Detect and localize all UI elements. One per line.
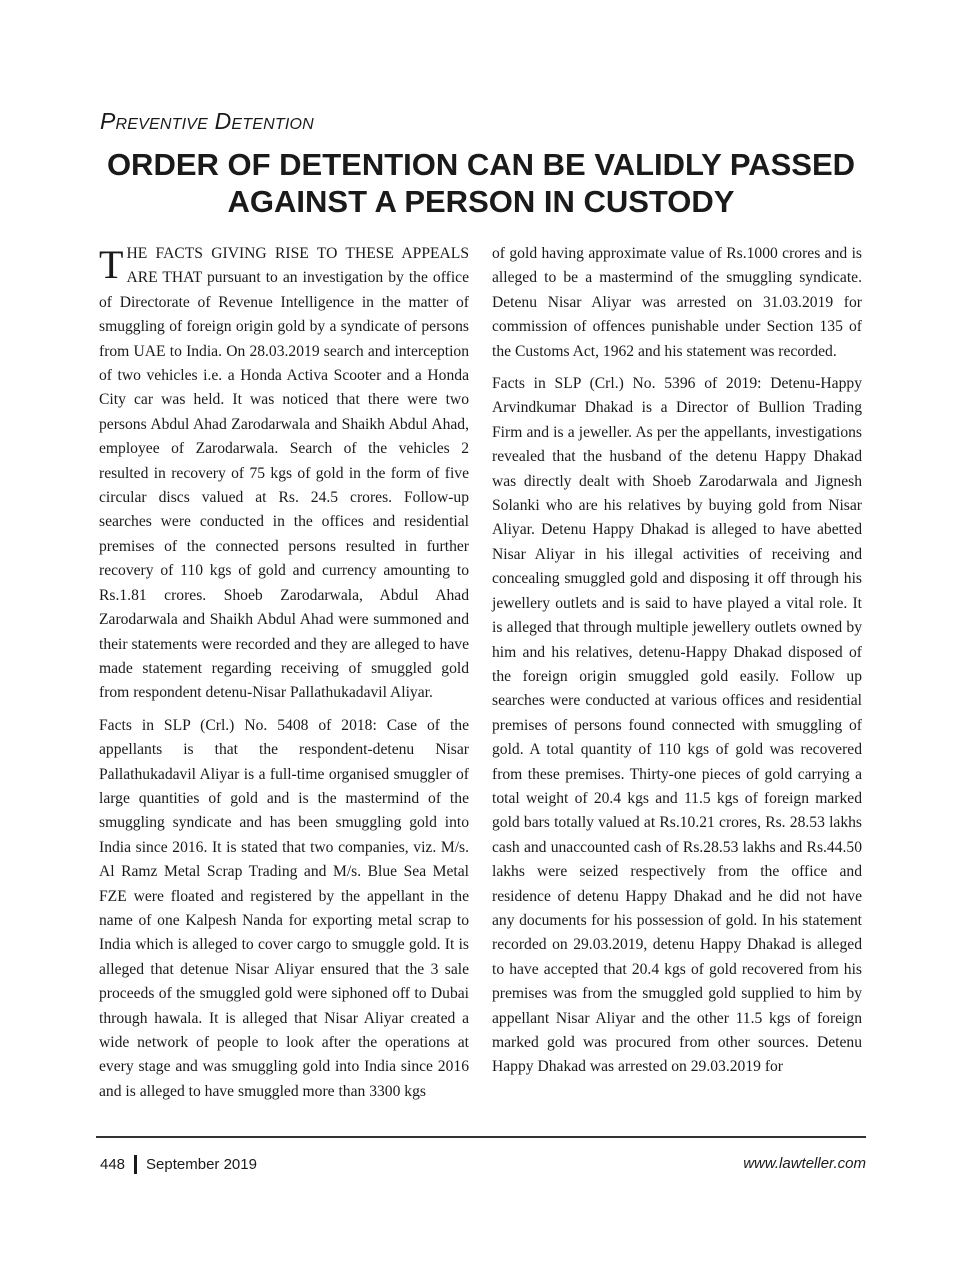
section-label: Preventive Detention	[100, 108, 314, 134]
paragraph-facts-5408: Facts in SLP (Crl.) No. 5408 of 2018: Case of the appellants is that the respondent-detenu Nisar Pallathukadavil Aliyar is a full-time organised smuggler of large quantities of gold and is the mastermind of the smuggling syndicate and has been smuggling gold into India since 2016. It is stated that two companies, viz. M/s. Al Ramz Metal Scrap Trading and M/s. Blue Sea Metal FZE were floated and registered by the appellant in the name of one Kalpesh Nanda for exporting metal scrap to India which is alleged to cover cargo to smuggle gold. It is alleged that detenue Nisar Aliyar ensured that the 3 sale proceeds of the smuggled gold were siphoned off to Dubai through hawala. It is alleged that Nisar Aliyar created a wide network of people to look after the operations at every stage and was smuggling gold into India since 2016 and is alleged to have smuggled more than 3300 kgs	[99, 716, 469, 1100]
footer-separator	[134, 1155, 137, 1174]
footer-rule	[96, 1136, 866, 1138]
website-link[interactable]: www.lawteller.com	[743, 1155, 866, 1172]
body-column-left	[99, 242, 469, 1112]
issue-date: September 2019	[146, 1156, 257, 1173]
paragraph-intro	[99, 242, 469, 706]
paragraph-intro-text: HE FACTS GIVING RISE TO THESE APPEALS ARE THAT pursuant to an investigation by the office of Directorate of Revenue Intelligence in the matter of smuggling of foreign origin gold by a syndicate of persons from UAE to India. On 28.03.2019 search and interception of two vehicles i.e. a Honda Activa Scooter and a Honda City car was held. It was noticed that there were two persons Abdul Ahad Zarodarwala and Shaikh Abdul Ahad, employee of Zarodarwala. Search of the vehicles 2 resulted in recovery of 75 kgs of gold in the form of five circular discs valued at Rs. 24.5 crores. Follow-up searches were conducted in the offices and residential premises of the connected persons resulted in further recovery of 110 kgs of gold and currency amounting to Rs.1.81 crores. Shoeb Zarodarwala, Abdul Ahad Zarodarwala and Shaikh Abdul Ahad were summoned and their statements were recorded and they are alleged to have made statement regarding receiving of smuggled gold from respondent detenu-Nisar Pallathukadavil Aliyar.	[99, 245, 469, 702]
page-number: 448	[100, 1156, 126, 1173]
page-footer	[100, 1155, 866, 1174]
paragraph-continued: of gold having approximate value of Rs.1000 crores and is alleged to be a mastermind of the smuggling syndicate. Detenu Nisar Aliyar was arrested on 31.03.2019 for commission of offences punishable under Section 135 of the Customs Act, 1962 and his statement was recorded.	[492, 245, 862, 360]
paragraph-facts-5396: Facts in SLP (Crl.) No. 5396 of 2019: Detenu-Happy Arvindkumar Dhakad is a Director of Bullion Trading Firm and is a jeweller. As per the appellants, investigations revealed that the husband of the detenu Happy Dhakad was directly dealt with Shoeb Zarodarwala and Jignesh Solanki who are his relatives by buying gold from Nisar Aliyar. Detenu Happy Dhakad is alleged to have abetted Nisar Aliyar in his illegal activities of receiving and concealing smuggled gold and disposing it off through his jewellery outlets and is said to have played a vital role. It is alleged that through multiple jewellery outlets owned by him and his relatives, detenu-Happy Dhakad disposed of the foreign origin smuggled gold easily. Follow up searches were conducted at various offices and residential premises of persons found connected with smuggling of gold. A total quantity of 110 kgs of gold was recovered from these premises. Thirty-one pieces of gold carrying a total weight of 20.4 kgs and 11.5 kgs of foreign marked gold bars totally valued at Rs.10.21 crores, Rs. 28.53 lakhs cash and unaccounted cash of Rs.28.53 lakhs and Rs.44.50 lakhs were seized respectively from the office and residence of detenu Happy Dhakad and he did not have any documents for his possession of gold. In his statement recorded on 29.03.2019, detenu Happy Dhakad is alleged to have accepted that 20.4 kgs of gold recovered from his premises was from the smuggled gold supplied to him by appellant Nisar Aliyar and the other 11.5 kgs of foreign marked gold was procured from other sources. Detenu Happy Dhakad was arrested on 29.03.2019 for	[492, 375, 862, 1076]
article-headline: ORDER OF DETENTION CAN BE VALIDLY PASSED AGAINST A PERSON IN CUSTODY	[106, 147, 856, 219]
drop-cap: T	[99, 242, 124, 287]
body-column-right	[492, 242, 862, 1088]
